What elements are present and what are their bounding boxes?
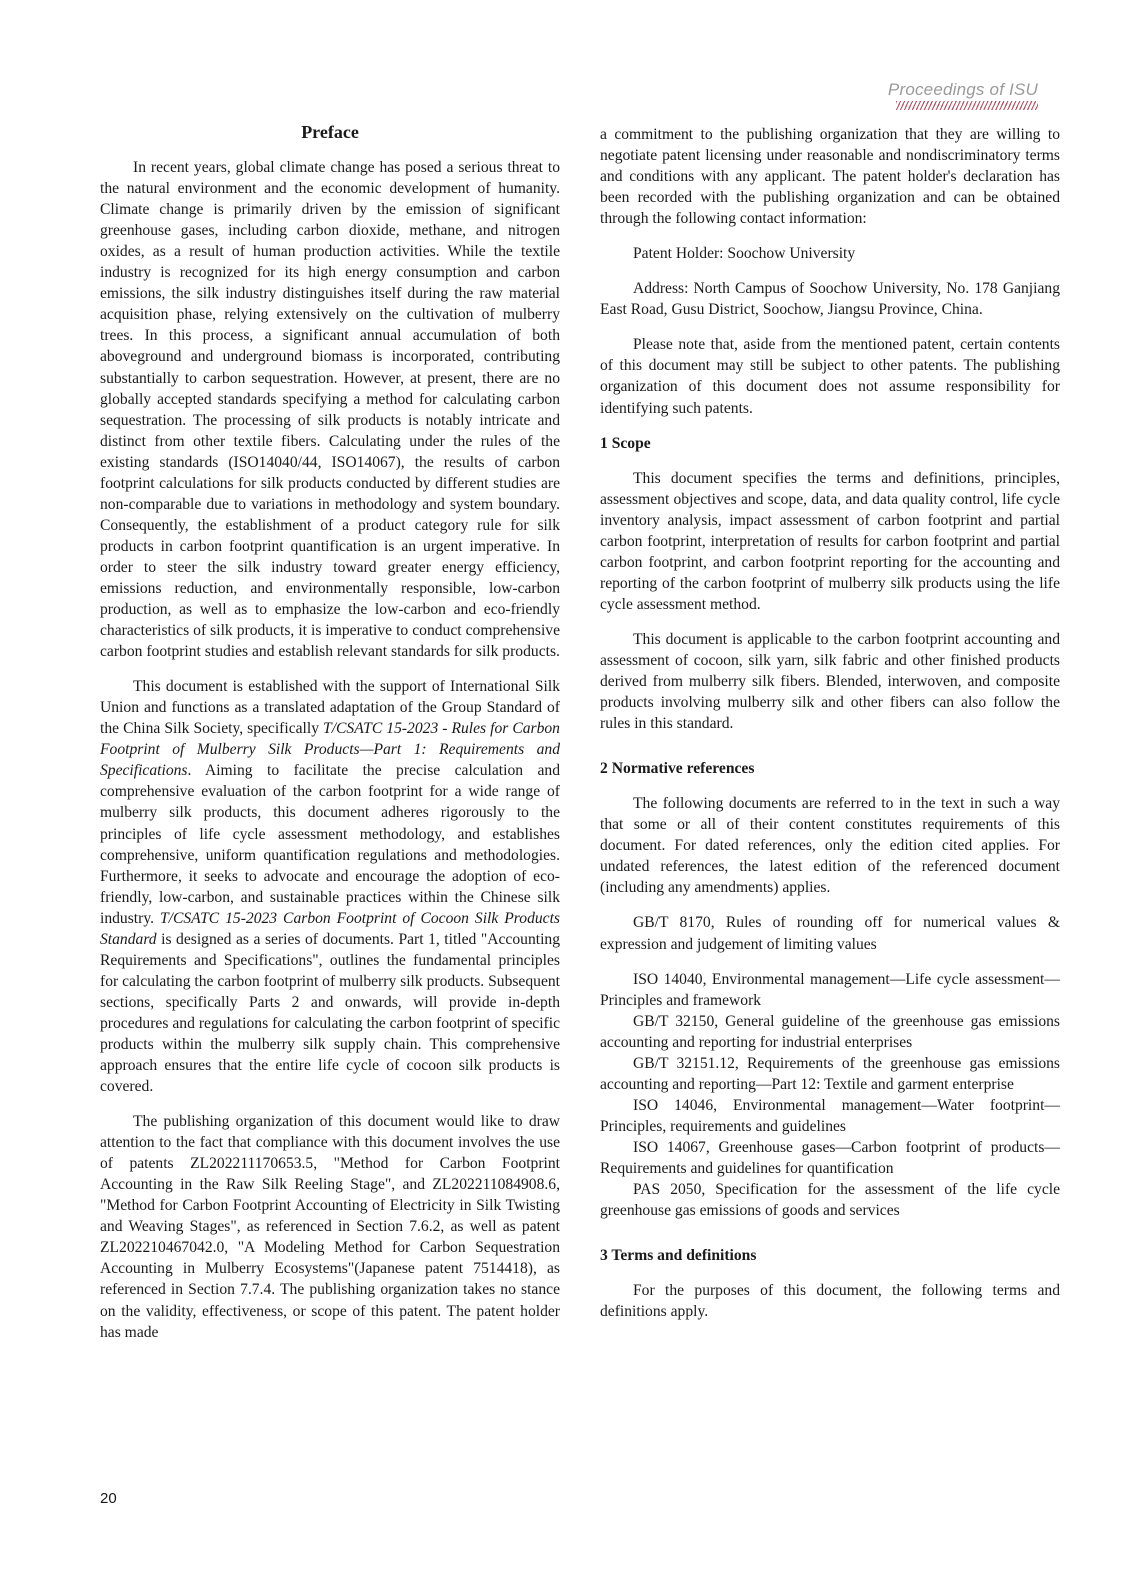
journal-title: Proceedings of ISU xyxy=(887,80,1038,99)
header-stripe-decoration xyxy=(896,101,1038,110)
reference-item: ISO 14067, Greenhouse gases—Carbon footprint of products—Requirements and guidelines for quantification xyxy=(600,1138,1060,1177)
terms-definitions-heading: 3 Terms and definitions xyxy=(600,1247,757,1265)
running-header xyxy=(888,80,1038,110)
patent-commitment-paragraph: a commitment to the publishing organization that they are willing to negotiate patent licensing under reasonable and nondiscriminatory terms and conditions with any applicant. The patent holder's declaration has been recorded with the publishing organization and can be obtained through the following contact information: xyxy=(600,126,1060,228)
scope-paragraph-1: This document specifies the terms and definitions, principles, assessment objectives and scope, data, and data quality control, life cycle inventory analysis, impact assessment of carbon footprint and partial carbon footprint, interpretation of results for carbon footprint and partial carbon footprint, and carbon footprint reporting for the accounting and reporting of the carbon footprint of mulberry silk products using the life cycle assessment method. xyxy=(600,469,1060,613)
preface-paragraph-3: The publishing organization of this document would like to draw attention to the fact that compliance with this document involves the use of patents ZL202211170653.5, "Method for Carbon Footprint Accounting in the Raw Silk Reeling Stage", and ZL202211084908.6, "Method for Carbon Footprint Accounting of Electricity in Silk Twisting and Weaving Stages", as referenced in Section 7.6.2, as well as patent ZL202210467042.0, "A Modeling Method for Carbon Sequestration Accounting in Mulberry Ecosystems"(Japanese patent 7514418), as referenced in Section 7.7.4. The publishing organization takes no stance on the validity, effectiveness, or scope of this patent. The patent holder has made xyxy=(100,1113,560,1341)
p2-text-e: is designed as a series of documents. Part 1, titled "Accounting Requirements and Specifications", outlines the fundamental principles for calculating the carbon footprint of mulberry silk products. Subsequent sections, specifically Parts 2 and onwards, will provide in-depth procedures and regulations for calculating the carbon footprint of specific products within the mulberry silk supply chain. This comprehensive approach ensures that the entire life cycle of cocoon silk products is covered. xyxy=(100,930,560,1096)
patent-holder: Patent Holder: Soochow University xyxy=(633,245,856,263)
scope-heading: 1 Scope xyxy=(600,434,651,452)
reference-item: ISO 14040, Environmental management—Life cycle assessment—Principles and framework xyxy=(600,970,1060,1009)
preface-heading: Preface xyxy=(301,122,359,142)
reference-item: ISO 14046, Environmental management—Water footprint—Principles, requirements and guidelines xyxy=(600,1096,1060,1135)
normative-references-heading: 2 Normative references xyxy=(600,760,755,778)
p2-text-a: This document is established with the support of International Silk Union and functions as a translated adaptation of the Group Standard of the China Silk Society, specifically xyxy=(100,678,560,738)
preface-paragraph-2 xyxy=(100,676,560,1097)
normative-paragraph: The following documents are referred to in the text in such a way that some or all of their content constitutes requirements of this document. For dated references, only the edition cited applies. For undated references, the latest edition of the referenced document (including any amendments) applies. xyxy=(600,795,1060,897)
terms-paragraph: For the purposes of this document, the following terms and definitions apply. xyxy=(600,1282,1060,1321)
right-column xyxy=(600,124,1060,1322)
scope-paragraph-2: This document is applicable to the carbon footprint accounting and assessment of cocoon, silk yarn, silk fabric and other finished products derived from mulberry silk fibers. Blended, interwoven, and composite products involving mulberry silk and other fibers can also follow the rules in this standard. xyxy=(600,630,1060,733)
reference-item: GB/T 32150, General guideline of the greenhouse gas emissions accounting and reporting for industrial enterprises xyxy=(600,1012,1060,1051)
p2-series-title: T/CSATC 15-2023 Carbon Footprint of Cocoon Silk Products Standard xyxy=(100,909,560,948)
left-column xyxy=(100,122,560,1343)
p2-standard-title: T/CSATC 15-2023 - Rules for Carbon Footprint of Mulberry Silk Products—Part 1: Requirements and Specifications xyxy=(100,720,560,780)
reference-item: GB/T 32151.12, Requirements of the greenhouse gas emissions accounting and reporting—Part 12: Textile and garment enterprise xyxy=(600,1054,1060,1093)
p2-text-c: . Aiming to facilitate the precise calculation and comprehensive evaluation of the carbon footprint for a wide range of mulberry silk products, this document adheres rigorously to the principles of life cycle assessment methodology, and establishes comprehensive, uniform quantification regulations and methodologies. Furthermore, it seeks to advocate and encourage the adoption of eco-friendly, low-carbon, and sustainable practices within the Chinese silk industry. xyxy=(100,762,560,927)
reference-item: GB/T 8170, Rules of rounding off for numerical values & expression and judgement of limiting values xyxy=(600,914,1060,953)
patent-note: Please note that, aside from the mentioned patent, certain contents of this document may still be subject to other patents. The publishing organization of this document does not assume responsibility for identifying such patents. xyxy=(600,336,1060,417)
reference-item: PAS 2050, Specification for the assessment of the life cycle greenhouse gas emissions of goods and services xyxy=(600,1181,1060,1220)
page-number: 20 xyxy=(100,1490,117,1507)
patent-address: Address: North Campus of Soochow University, No. 178 Ganjiang East Road, Gusu District, Soochow, Jiangsu Province, China. xyxy=(600,280,1060,319)
preface-paragraph-1: In recent years, global climate change has posed a serious threat to the natural environment and the economic development of humanity. Climate change is primarily driven by the emission of significant greenhouse gases, including carbon dioxide, methane, and nitrogen oxides, as a result of human production activities. While the textile industry is recognized for its high energy consumption and carbon emissions, the silk industry distinguishes itself during the raw material acquisition phase, relying extensively on the cultivation of mulberry trees. In this process, a significant annual accumulation of both aboveground and underground biomass is incorporated, contributing substantially to carbon sequestration. However, at present, there are no globally accepted standards specifying a method for calculating carbon sequestration. The processing of silk products is notably intricate and distinct from other textile fibers. Calculating under the rules of the existing standards (ISO14040/44, ISO14067), the results of carbon footprint calculations for silk products conducted by different studies are non-comparable due to variations in methodology and system boundary. Consequently, the establishment of a product category rule for silk products in carbon footprint quantification is an urgent imperative. In order to steer the silk industry toward greater energy efficiency, emissions reduction, and environmentally responsible, low-carbon production, as well as to emphasize the low-carbon and eco-friendly characteristics of silk products, it is imperative to conduct comprehensive carbon footprint studies and establish relevant standards for silk products. xyxy=(100,159,560,661)
